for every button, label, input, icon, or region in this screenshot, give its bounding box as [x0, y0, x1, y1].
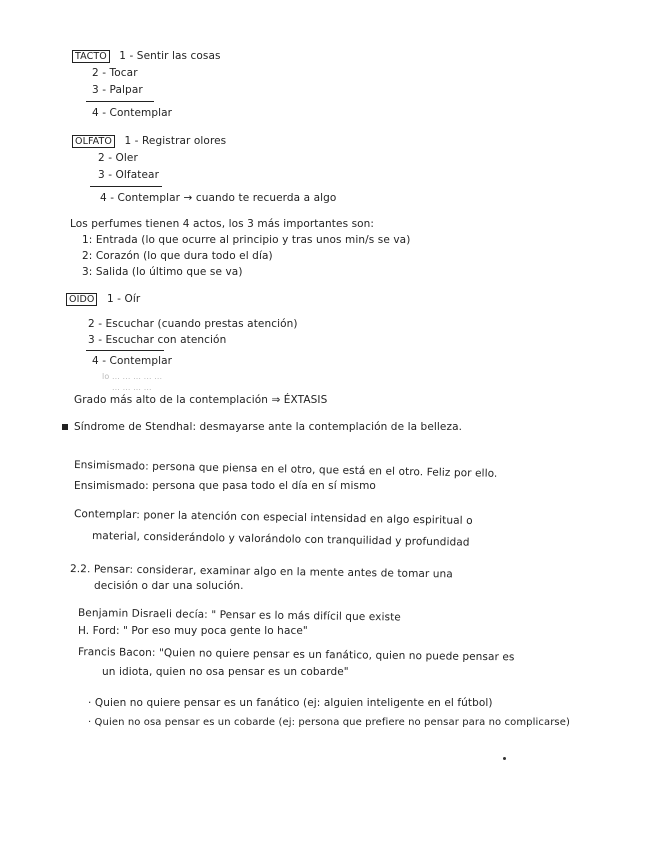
faint-line-1: lo ... ... ... ... ...: [102, 372, 163, 381]
perfumes-item-3: 3: Salida (lo último que se va): [82, 266, 243, 278]
quote-bacon-1: Francis Bacon: "Quien no quiere pensar es un fanático, quien no puede pensar es: [77, 646, 515, 664]
olfato-divider: [90, 186, 162, 187]
oido-item-3: 3 - Escuchar con atención: [88, 334, 227, 346]
ensimismado-2: Ensimismado: persona que pasa todo el día en sí mismo: [74, 480, 376, 492]
quote-bullet-1: · Quien no quiere pensar es un fanático (ej: alguien inteligente en el fútbol): [88, 697, 493, 709]
quote-bullet-2: · Quien no osa pensar es un cobarde (ej: persona que prefiere no pensar para no complicarse): [88, 717, 570, 728]
tacto-item-1: 1 - Sentir las cosas: [119, 50, 221, 62]
sindrome-text: Síndrome de Stendhal: desmayarse ante la contemplación de la belleza.: [74, 421, 463, 433]
contemplar-line-1: Contemplar: poner la atención con especial intensidad en algo espiritual o: [73, 508, 473, 527]
oido-divider: [86, 350, 164, 351]
olfato-item-4: 4 - Contemplar → cuando te recuerda a algo: [100, 192, 337, 204]
tacto-item-4: 4 - Contemplar: [92, 107, 173, 119]
perfumes-intro: Los perfumes tienen 4 actos, los 3 más importantes son:: [70, 218, 375, 230]
tacto-tag: TACTO: [72, 50, 110, 63]
olfato-header: [72, 135, 226, 148]
oido-item-1: 1 - Oír: [106, 293, 141, 305]
olfato-item-2: 2 - Oler: [98, 152, 138, 164]
olfato-tag: OLFATO: [72, 135, 115, 148]
perfumes-item-1: 1: Entrada (lo que ocurre al principio y tras unos min/s se va): [82, 234, 411, 246]
oido-tag: OIDO: [66, 293, 97, 306]
quote-bacon-2: un idiota, quien no osa pensar es un cobarde": [102, 666, 349, 678]
ink-dot: [503, 757, 506, 760]
perfumes-item-2: 2: Corazón (lo que dura todo el día): [82, 250, 273, 262]
pensar-line-1: 2.2. Pensar: considerar, examinar algo en la mente antes de tomar una: [69, 563, 453, 581]
quote-ford: H. Ford: " Por eso muy poca gente lo hace": [78, 625, 308, 637]
tacto-header: [72, 50, 221, 63]
grado-line: Grado más alto de la contemplación ⇒ ÉXTASIS: [74, 394, 328, 406]
tacto-item-3: 3 - Palpar: [92, 84, 143, 96]
tacto-divider: [86, 101, 154, 102]
bullet-icon: [62, 424, 68, 430]
sindrome-line: [62, 421, 462, 434]
faint-line-2: ... ... ... ...: [112, 383, 152, 392]
contemplar-line-2: material, considerándolo y valorándolo con tranquilidad y profundidad: [91, 530, 470, 549]
pensar-line-2: decisión o dar una solución.: [94, 580, 244, 592]
oido-header: [66, 293, 140, 306]
olfato-item-3: 3 - Olfatear: [98, 169, 159, 181]
oido-item-2: 2 - Escuchar (cuando prestas atención): [88, 318, 298, 330]
tacto-item-2: 2 - Tocar: [92, 67, 138, 79]
oido-item-4: 4 - Contemplar: [92, 355, 173, 367]
olfato-item-1: 1 - Registrar olores: [124, 135, 227, 147]
quote-disraeli: Benjamin Disraeli decía: " Pensar es lo más difícil que existe: [77, 607, 401, 624]
ensimismado-1: Ensimismado: persona que piensa en el otro, que está en el otro. Feliz por ello.: [73, 459, 498, 480]
